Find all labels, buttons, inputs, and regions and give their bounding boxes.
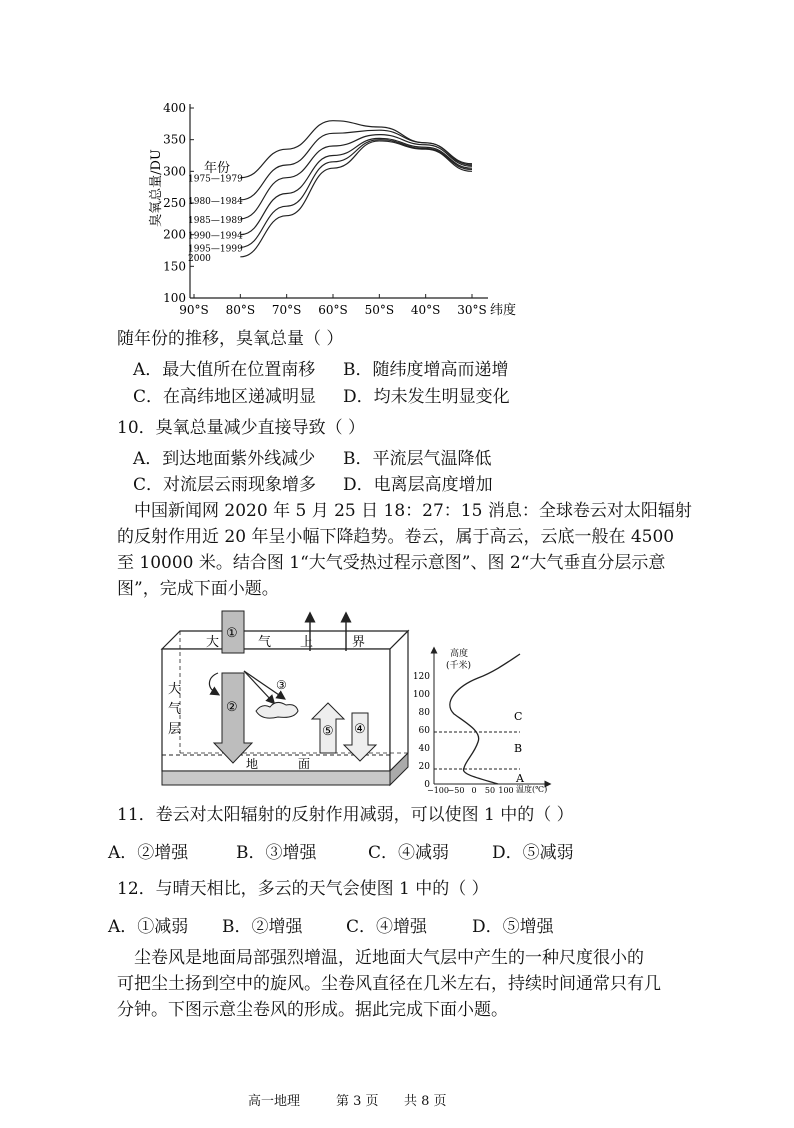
box-top-face (162, 631, 408, 649)
series-line (240, 141, 472, 257)
chart-series-group (240, 121, 472, 257)
x-tick-label: 60°S (318, 303, 348, 317)
legend-entry: 1985—1989 (188, 215, 243, 226)
legend-entry: 1995—1999 (188, 244, 243, 255)
x-tick-label: 30°S (457, 303, 487, 317)
q11-option-a[interactable]: A．②增强 (108, 843, 189, 863)
footer-page: 第 3 页 (336, 1094, 379, 1109)
ytick-0: 0 (424, 780, 430, 790)
ytick-120: 120 (412, 672, 430, 682)
y-tick-label: 100 (163, 291, 186, 305)
chart-legend (188, 175, 243, 264)
marker-2: ② (226, 700, 238, 715)
q12-option-b[interactable]: B．②增强 (222, 917, 303, 937)
passage1-line1: 中国新闻网 2020 年 5 月 25 日 18：27：15 消息：全球卷云对太阳辐射 (134, 501, 692, 521)
x-axis-label: 温度(℃) (516, 785, 548, 794)
q11-option-d[interactable]: D．⑤减弱 (492, 843, 574, 863)
ytick-80: 80 (418, 708, 430, 718)
passage1-line3: 至 10000 米。结合图 1“大气受热过程示意图”、图 2“大气垂直分层示意 (117, 553, 666, 573)
ytick-20: 20 (418, 762, 430, 772)
x-tick-label: 90°S (179, 303, 209, 317)
layer-c-label: C (514, 710, 523, 723)
legend-entry: 1975—1979 (188, 174, 243, 185)
side-label-1: 大 (168, 682, 182, 697)
legend-entry: 2000 (188, 253, 211, 264)
q11-option-c[interactable]: C．④减弱 (368, 843, 450, 863)
q11-option-b[interactable]: B．③增强 (236, 843, 317, 863)
q10-stem: 10．臭氧总量减少直接导致（ ） (117, 418, 366, 438)
x-tick-label: 70°S (271, 303, 302, 317)
q10-option-b[interactable]: B．平流层气温降低 (343, 449, 492, 469)
legend-entry: 1990—1994 (188, 231, 243, 242)
q12-option-d[interactable]: D．⑤增强 (472, 917, 554, 937)
y-tick-label: 200 (163, 227, 186, 242)
ground-label-2: 面 (298, 757, 311, 771)
passage1-line4: 图”，完成下面小题。 (117, 579, 279, 599)
legend-entry: 1980—1984 (188, 196, 243, 207)
footer-total: 共 8 页 (404, 1094, 447, 1109)
y-tick-label: 250 (163, 196, 186, 210)
x-axis-label: 纬度 (490, 303, 517, 318)
xtick-0: 0 (471, 786, 477, 795)
top-label-3: 上 (300, 635, 314, 650)
y-tick-label: 350 (163, 132, 186, 147)
ytick-40: 40 (418, 744, 430, 754)
q12-stem: 12．与晴天相比，多云的天气会使图 1 中的（ ） (117, 879, 489, 899)
top-label-1: 大 (206, 635, 220, 650)
q9-stem: 随年份的推移，臭氧总量（ ） (117, 329, 344, 349)
ytick-100: 100 (412, 690, 430, 700)
box-side-face (390, 631, 408, 771)
side-label-2: 气 (168, 702, 182, 717)
x-tick-label: 50°S (364, 303, 395, 317)
passage2-line3: 分钟。下图示意尘卷风的形成。据此完成下面小题。 (117, 1000, 508, 1020)
x-tick-label: 80°S (225, 303, 256, 317)
legend-title: 年份 (204, 161, 231, 176)
passage1-line2: 的反射作用近 20 年呈小幅下降趋势。卷云，属于高云，云底一般在 4500 (117, 527, 675, 547)
y-axis-label-line1: 高度 (450, 649, 469, 659)
x-tick-label: 40°S (410, 303, 441, 317)
q10-option-c[interactable]: C．对流层云雨现象增多 (133, 475, 317, 495)
ozone-chart (148, 96, 517, 326)
y-tick-label: 150 (163, 259, 186, 274)
q9-option-d[interactable]: D．均未发生明显变化 (343, 387, 510, 407)
layer-b-label: B (514, 742, 523, 755)
footer-subject: 高一地理 (248, 1094, 301, 1109)
q12-option-c[interactable]: C．④增强 (346, 917, 428, 937)
passage2-line2: 可把尘土扬到空中的旋风。尘卷风直径在几米左右，持续时间通常只有几 (117, 974, 661, 994)
chart-axes (163, 101, 488, 317)
top-label-4: 界 (352, 635, 366, 650)
fig1-heating-diagram (160, 607, 410, 792)
marker-3: ③ (276, 678, 287, 692)
marker-1: ① (226, 626, 238, 641)
q10-option-d[interactable]: D．电离层高度增加 (343, 475, 493, 495)
xtick-m50: −50 (447, 786, 465, 795)
q12-option-a[interactable]: A．①减弱 (108, 917, 189, 937)
ground-label-1: 地 (246, 757, 259, 771)
xtick-m100: −100 (427, 786, 449, 795)
temperature-profile-curve (450, 654, 523, 784)
layer-a-label: A (516, 772, 524, 785)
y-axis-label: 臭氧总量/DU (149, 149, 164, 227)
q9-option-a[interactable]: A．最大值所在位置南移 (133, 360, 316, 380)
top-label-2: 气 (258, 635, 272, 650)
q11-stem: 11．卷云对太阳辐射的反射作用减弱，可以使图 1 中的（ ） (117, 805, 574, 825)
series-line (240, 140, 472, 248)
marker-4: ④ (354, 722, 366, 737)
marker-5: ⑤ (322, 724, 334, 739)
xtick-50: 50 (484, 786, 496, 795)
q10-option-a[interactable]: A．到达地面紫外线减少 (133, 449, 316, 469)
y-tick-label: 300 (163, 164, 186, 179)
q9-option-c[interactable]: C．在高纬地区递减明显 (133, 387, 317, 407)
passage2-line1: 尘卷风是地面局部强烈增温，近地面大气层中产生的一种尺度很小的 (134, 948, 644, 968)
ground-layer (162, 771, 390, 785)
side-label-3: 层 (168, 722, 182, 737)
fig2-layer-diagram (408, 644, 558, 794)
y-tick-label: 400 (163, 101, 186, 115)
ytick-60: 60 (418, 726, 430, 736)
q9-option-b[interactable]: B．随纬度增高而递增 (343, 360, 509, 380)
y-axis-label-line2: (千米) (446, 661, 472, 671)
xtick-100: 100 (498, 786, 514, 795)
